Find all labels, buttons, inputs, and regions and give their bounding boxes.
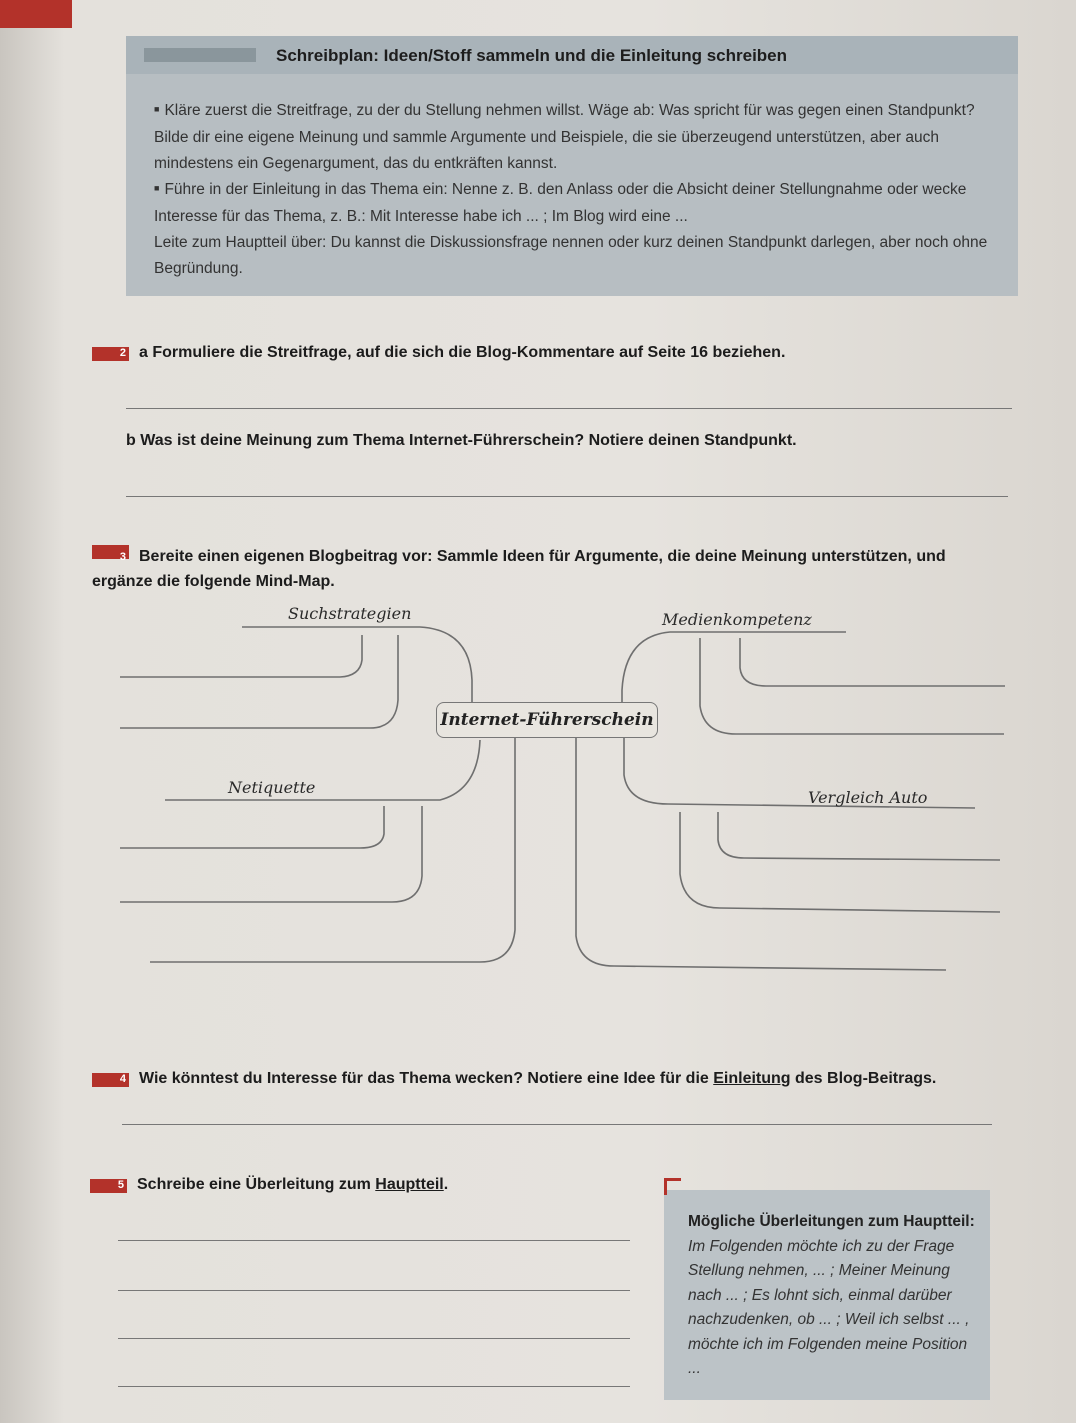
hint-text [688, 1210, 978, 1382]
task-4 [92, 1070, 936, 1088]
task-5-keyword: Hauptteil [375, 1176, 444, 1193]
sub-branch-line [120, 635, 398, 728]
sub-branch-line [120, 806, 422, 902]
branch-label-suchstrategien: Suchstrategien [288, 604, 412, 623]
info-box-item: ■ Führe in der Einleitung in das Thema ein: Nenne z. B. den Anlass oder die Absicht deiner Stellungnahme oder wecke Interesse für das Thema, z. B.: Mit Interesse habe ich ... ; Im Blog wird eine ... [154, 177, 1000, 230]
sub-branch-line [120, 635, 362, 677]
sub-branch-line [718, 812, 1000, 860]
task-4-text: Wie könntest du Interesse für das Thema wecken? Notiere eine Idee für die [139, 1070, 714, 1087]
hint-body: Im Folgenden möchte ich zu der Frage Stellung nehmen, ... ; Meiner Meinung nach ... ; Es lohnt sich, einmal darüber nachzudenken, ob ... ; Weil ich selbst ... , möchte ich im Folgenden meine Position ... [688, 1237, 970, 1377]
task-5-text-end: . [443, 1176, 449, 1193]
answer-line[interactable] [122, 1124, 992, 1125]
answer-line[interactable] [118, 1386, 630, 1387]
task-4-text-end: des Blog-Beitrags. [790, 1070, 937, 1087]
task-2a-text: a Formuliere die Streitfrage, auf die sich die Blog-Kommentare auf Seite 16 beziehen. [139, 344, 786, 361]
branch-line [150, 738, 515, 962]
branch-label-medienkompetenz: Medienkompetenz [662, 610, 812, 629]
answer-line[interactable] [118, 1338, 630, 1339]
task-number: 4 [92, 1073, 129, 1087]
task-3-text: Bereite einen eigenen Blogbeitrag vor: Sammle Ideen für Argumente, die deine Meinung unterstützen, und ergänze die folgende Mind-Map. [92, 548, 946, 590]
task-5-text: Schreibe eine Überleitung zum [137, 1176, 376, 1193]
sub-branch-line [680, 812, 1000, 912]
branch-line [576, 738, 946, 970]
branch-line [165, 740, 480, 800]
info-box-title: Schreibplan: Ideen/Stoff sammeln und die Einleitung schreiben [276, 46, 788, 65]
branch-line [242, 627, 472, 704]
task-5 [90, 1176, 448, 1194]
mind-map-center: Internet-Führerschein [436, 702, 658, 738]
branch-label-netiquette: Netiquette [228, 778, 316, 797]
answer-line[interactable] [118, 1290, 630, 1291]
sub-branch-line [740, 638, 1005, 686]
task-2b: b Was ist deine Meinung zum Thema Internet-Führerschein? Notiere deinen Standpunkt. [126, 432, 797, 449]
hint-heading: Mögliche Überleitungen zum Hauptteil: [688, 1213, 975, 1230]
task-4-keyword: Einleitung [713, 1070, 791, 1087]
sub-branch-line [120, 806, 384, 848]
branch-label-vergleich-auto: Vergleich Auto [808, 788, 928, 807]
task-number: 3 [92, 545, 129, 559]
hint-corner-mark [664, 1178, 681, 1195]
branch-line [622, 632, 846, 704]
info-box-item: ■ Kläre zuerst die Streitfrage, zu der du Stellung nehmen willst. Wäge ab: Was spricht für was gegen einen Standpunkt? Bilde dir eine eigene Meinung und sammle Argumente und Beispiele, die sie überzeugend unterstützen, aber auch mindestens ein Gegenargument, das du entkräften kannst. [154, 98, 1000, 177]
info-box-item: Leite zum Hauptteil über: Du kannst die Diskussionsfrage nennen oder kurz deinen Standpunkt darlegen, aber noch ohne Begründung. [154, 234, 988, 277]
task-number: 2 [92, 347, 129, 361]
answer-line[interactable] [118, 1240, 630, 1241]
task-number: 5 [90, 1179, 127, 1193]
